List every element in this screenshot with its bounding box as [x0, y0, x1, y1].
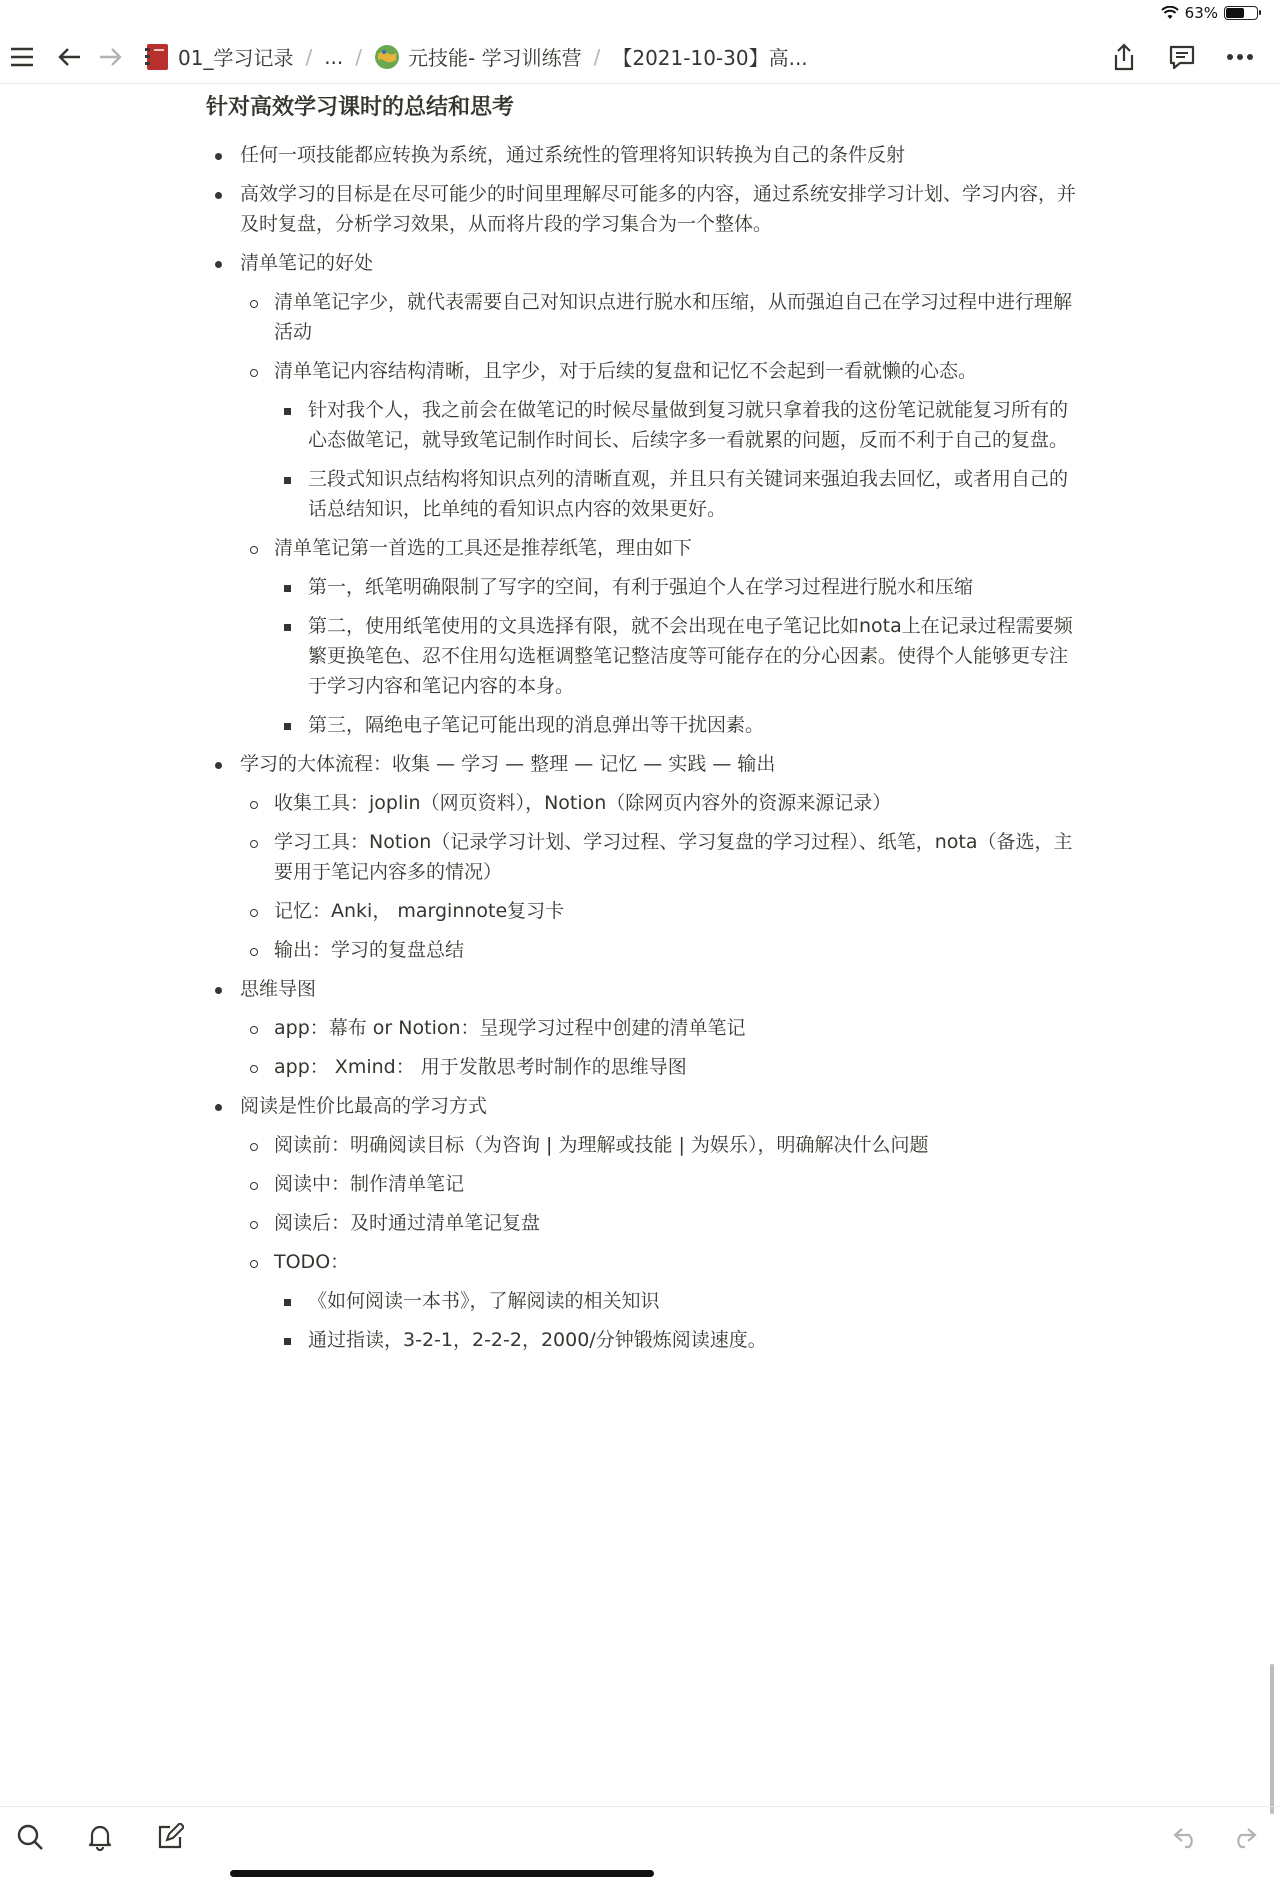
square-bullet-icon [284, 1338, 291, 1345]
hollow-bullet-icon [250, 1065, 258, 1073]
list-item-level-1[interactable] [206, 136, 1086, 175]
breadcrumb-separator: / [305, 44, 313, 69]
square-bullet-icon [284, 408, 291, 415]
list-item-text: app： Xmind： 用于发散思考时制作的思维导图 [274, 1056, 687, 1078]
list-item-text: 针对我个人，我之前会在做笔记的时候尽量做到复习就只拿着我的这份笔记就能复习所有的心态做笔记，就导致笔记制作时间长、后续字多一看就累的问题，反而不利于自己的复盘。 [308, 399, 1069, 451]
list-item-text: 收集工具：joplin（网页资料），Notion（除网页内容外的资源来源记录） [274, 792, 892, 814]
list-item-text: 第一，纸笔明确限制了写字的空间，有利于强迫个人在学习过程进行脱水和压缩 [308, 576, 974, 598]
list-item-text: 记忆：Anki， marginnote复习卡 [274, 900, 565, 922]
notebook-icon [144, 43, 170, 71]
square-bullet-icon [284, 477, 291, 484]
list-item-level-3[interactable] [206, 607, 1086, 706]
battery-percent: 63% [1184, 4, 1218, 22]
hollow-bullet-icon [250, 1143, 258, 1151]
list-item-level-2[interactable] [206, 1165, 1086, 1204]
hollow-bullet-icon [250, 948, 258, 956]
home-indicator[interactable] [230, 1870, 654, 1877]
bullet-list [206, 136, 1086, 1360]
list-item-level-2[interactable] [206, 892, 1086, 931]
menu-icon[interactable] [2, 37, 42, 77]
bullet-icon [215, 987, 222, 994]
list-item-text: 通过指读，3-2-1，2-2-2，2000/分钟锻炼阅读速度。 [308, 1329, 767, 1351]
list-item-level-3[interactable] [206, 568, 1086, 607]
list-item-text: app：幕布 or Notion：呈现学习过程中创建的清单笔记 [274, 1017, 746, 1039]
list-item-level-2[interactable] [206, 823, 1086, 892]
breadcrumb-item-ellipsis[interactable]: ... [324, 44, 344, 69]
hollow-bullet-icon [250, 840, 258, 848]
hollow-bullet-icon [250, 1260, 258, 1268]
list-item-text: 学习工具：Notion（记录学习计划、学习过程、学习复盘的学习过程）、纸笔，nota（备选，主要用于笔记内容多的情况） [274, 831, 1073, 883]
square-bullet-icon [284, 624, 291, 631]
hollow-bullet-icon [250, 300, 258, 308]
bullet-icon [215, 192, 222, 199]
list-item-text: 阅读中：制作清单笔记 [274, 1173, 465, 1195]
list-item-text: 输出：学习的复盘总结 [274, 939, 465, 961]
hollow-bullet-icon [250, 546, 258, 554]
list-item-level-1[interactable] [206, 745, 1086, 784]
list-item-text: TODO： [274, 1251, 350, 1273]
breadcrumb-item-learning-records[interactable]: 01_学习记录 [144, 42, 293, 71]
list-item-level-2[interactable] [206, 1204, 1086, 1243]
list-item-level-2[interactable] [206, 1009, 1086, 1048]
comment-icon[interactable] [1162, 37, 1202, 77]
list-item-text: 清单笔记内容结构清晰，且字少，对于后续的复盘和记忆不会起到一看就懒的心态。 [274, 360, 978, 382]
list-item-text: 阅读是性价比最高的学习方式 [240, 1095, 488, 1117]
list-item-level-1[interactable] [206, 175, 1086, 244]
status-indicators [1161, 4, 1258, 22]
more-options-icon[interactable] [1220, 37, 1260, 77]
list-item-text: 第三，隔绝电子笔记可能出现的消息弹出等干扰因素。 [308, 714, 765, 736]
list-item-text: 学习的大体流程：收集 — 学习 — 整理 — 记忆 — 实践 — 输出 [240, 753, 776, 775]
list-item-level-2[interactable] [206, 1126, 1086, 1165]
back-arrow-icon[interactable] [50, 37, 90, 77]
list-item-text: 《如何阅读一本书》，了解阅读的相关知识 [308, 1290, 660, 1312]
bullet-icon [215, 153, 222, 160]
search-icon[interactable] [10, 1817, 50, 1857]
bottom-toolbar [0, 1806, 1280, 1868]
undo-icon[interactable] [1166, 1817, 1206, 1857]
square-bullet-icon [284, 585, 291, 592]
list-item-level-3[interactable] [206, 1282, 1086, 1321]
top-nav-bar [0, 30, 1280, 84]
list-item-text: 阅读前：明确阅读目标（为咨询 | 为理解或技能 | 为娱乐），明确解决什么问题 [274, 1134, 929, 1156]
list-item-text: 阅读后：及时通过清单笔记复盘 [274, 1212, 541, 1234]
list-item-level-1[interactable] [206, 970, 1086, 1009]
list-item-level-2[interactable] [206, 283, 1086, 352]
list-item-level-3[interactable] [206, 706, 1086, 745]
battery-level [1226, 8, 1244, 18]
list-item-level-3[interactable] [206, 460, 1086, 529]
status-bar [0, 0, 1280, 30]
breadcrumb [144, 42, 808, 71]
list-item-level-2[interactable] [206, 1048, 1086, 1087]
notification-bell-icon[interactable] [80, 1817, 120, 1857]
globe-icon [374, 44, 400, 70]
scrollbar[interactable] [1270, 1664, 1274, 1814]
bullet-icon [215, 1104, 222, 1111]
breadcrumb-separator: / [355, 44, 363, 69]
hollow-bullet-icon [250, 1026, 258, 1034]
hollow-bullet-icon [250, 801, 258, 809]
list-item-text: 思维导图 [240, 978, 317, 1000]
top-actions [1104, 37, 1260, 77]
list-item-text: 清单笔记的好处 [240, 252, 374, 274]
page-content [206, 92, 1086, 1360]
list-item-level-3[interactable] [206, 1321, 1086, 1360]
list-item-text: 高效学习的目标是在尽可能少的时间里理解尽可能多的内容，通过系统安排学习计划、学习内容，并及时复盘，分析学习效果，从而将片段的学习集合为一个整体。 [240, 183, 1077, 235]
square-bullet-icon [284, 723, 291, 730]
list-item-text: 第二，使用纸笔使用的文具选择有限，就不会出现在电子笔记比如nota上在记录过程需要频繁更换笔色、忍不住用勾选框调整笔记整洁度等可能存在的分心因素。使得个人能够更专注于学习内容和笔记内容的本身。 [308, 615, 1073, 697]
section-heading[interactable]: 针对高效学习课时的总结和思考 [206, 95, 515, 120]
list-item-text: 三段式知识点结构将知识点列的清晰直观，并且只有关键词来强迫我去回忆，或者用自己的话总结知识，比单纯的看知识点内容的效果更好。 [308, 468, 1069, 520]
battery-icon [1224, 6, 1258, 20]
breadcrumb-separator: / [593, 44, 601, 69]
list-item-level-2[interactable] [206, 931, 1086, 970]
hollow-bullet-icon [250, 1182, 258, 1190]
list-item-level-2[interactable] [206, 1243, 1086, 1282]
breadcrumb-item-current-page[interactable]: 【2021-10-30】高... [612, 46, 808, 70]
list-item-text: 任何一项技能都应转换为系统，通过系统性的管理将知识转换为自己的条件反射 [240, 144, 906, 166]
list-item-text: 清单笔记第一首选的工具还是推荐纸笔，理由如下 [274, 537, 693, 559]
square-bullet-icon [284, 1299, 291, 1306]
list-item-level-2[interactable] [206, 784, 1086, 823]
bullet-icon [215, 762, 222, 769]
hollow-bullet-icon [250, 909, 258, 917]
list-item-text: 清单笔记字少，就代表需要自己对知识点进行脱水和压缩，从而强迫自己在学习过程中进行理解活动 [274, 291, 1073, 343]
list-item-level-3[interactable] [206, 391, 1086, 460]
redo-icon[interactable] [1224, 1817, 1264, 1857]
wifi-icon [1161, 6, 1179, 20]
hollow-bullet-icon [250, 1221, 258, 1229]
share-icon[interactable] [1104, 37, 1144, 77]
hollow-bullet-icon [250, 369, 258, 377]
bullet-icon [215, 261, 222, 268]
list-item-level-2[interactable] [206, 352, 1086, 391]
list-item-level-1[interactable] [206, 1087, 1086, 1126]
new-page-icon[interactable] [150, 1817, 190, 1857]
list-item-level-2[interactable] [206, 529, 1086, 568]
breadcrumb-item-meta-skill-camp[interactable]: 元技能- 学习训练营 [374, 42, 582, 71]
forward-arrow-icon[interactable] [90, 37, 130, 77]
list-item-level-1[interactable] [206, 244, 1086, 283]
